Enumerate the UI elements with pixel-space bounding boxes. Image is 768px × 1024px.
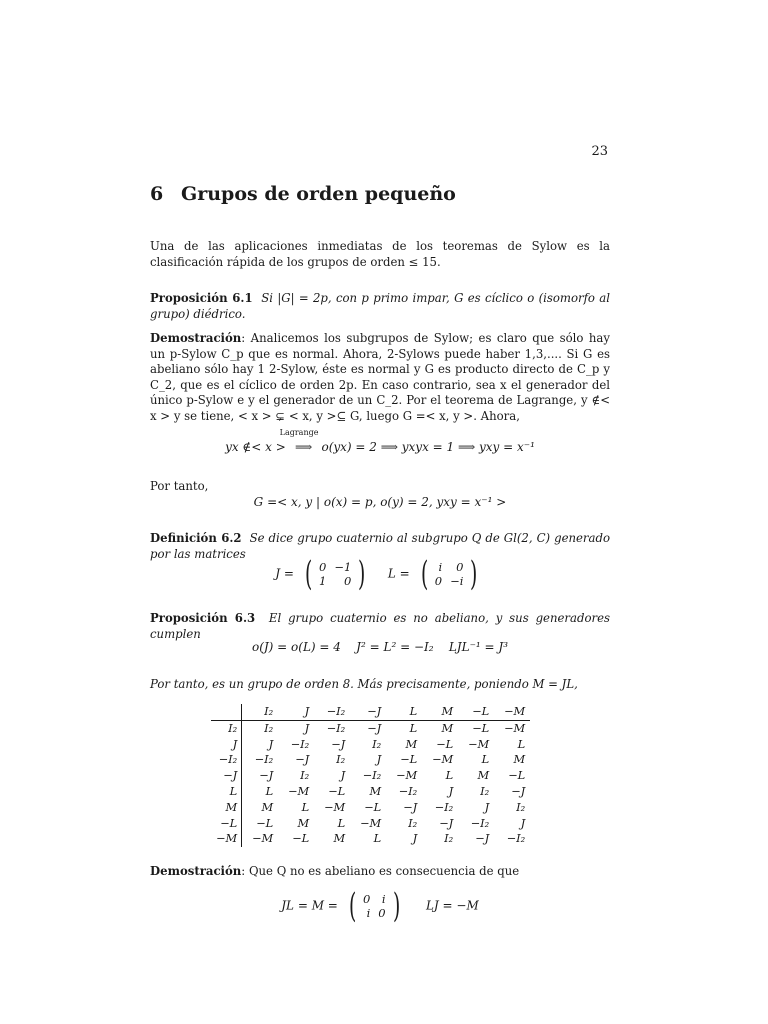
cayley-cell: −M [360, 815, 382, 830]
cayley-row-label: −M [211, 831, 242, 847]
cayley-cell: −M [288, 783, 310, 798]
cayley-cell: −L [364, 799, 382, 814]
cayley-cell: −M [468, 736, 490, 751]
cayley-cell: J [412, 831, 418, 846]
cayley-cell: −M [252, 831, 274, 846]
quaternion-relations: o(J) = o(L) = 4 J² = L² = −I₂ LJL⁻¹ = J³ [251, 640, 509, 654]
proof-label: Demostración [150, 864, 242, 878]
cayley-cell: −L [400, 752, 418, 767]
proposition-label: Proposición 6.3 [150, 611, 256, 625]
cayley-cell: L [481, 752, 490, 767]
cayley-row [211, 831, 530, 847]
implies-arrow: Lagrange ⟹ [279, 428, 319, 454]
cayley-cell: M [297, 815, 310, 830]
cayley-cell: L [373, 831, 382, 846]
cayley-cell: −M [504, 720, 526, 735]
cayley-cell: J [448, 783, 454, 798]
equation-lagrange [150, 428, 610, 454]
cayley-row-label: L [211, 784, 242, 800]
cayley-cell: −J [403, 799, 418, 814]
cayley-cell: L [517, 736, 526, 751]
proof-label: Demostración [150, 331, 242, 345]
matrix-M [150, 886, 610, 926]
cayley-cell: −L [328, 783, 346, 798]
matrices-J-L [150, 554, 610, 594]
cayley-cell: L [301, 799, 310, 814]
cayley-cell: I₂ [444, 831, 454, 846]
cayley-cell: J [484, 799, 490, 814]
cayley-cell: I₂ [336, 752, 346, 767]
section-number: 6 [150, 183, 164, 205]
J-label: J = [275, 566, 294, 581]
cayley-cell: −L [256, 815, 274, 830]
eq-right: o(yx) = 2 ⟹ yxyx = 1 ⟹ yxy = x⁻¹ [321, 440, 535, 454]
cayley-row [211, 800, 530, 816]
cayley-cell: M [477, 768, 490, 783]
cayley-cell: −L [292, 831, 310, 846]
cayley-cell: −L [508, 768, 526, 783]
cayley-cell: −I₂ [362, 768, 382, 783]
por-tanto: Por tanto, [150, 479, 209, 493]
LJ-equation: LJ = −M [425, 898, 479, 913]
intro-paragraph: Una de las aplicaciones inmediatas de los teoremas de Sylow es la clasificación rápida de los grupos de orden ≤ 15. [150, 239, 610, 269]
definition-label: Definición 6.2 [150, 531, 242, 545]
cayley-row-label: −I₂ [211, 752, 242, 768]
cayley-cell: I₂ [264, 720, 274, 735]
cayley-row-label: −J [211, 768, 242, 784]
cayley-cell: −L [472, 720, 490, 735]
cayley-cell: M [405, 736, 418, 751]
cayley-cell: M [333, 831, 346, 846]
proposition-text: Si |G| = 2p, con p primo impar, G es cíclico o (isomorfo al grupo) diédrico. [150, 291, 611, 321]
cayley-cell: −J [331, 736, 346, 751]
cayley-cell: −I₂ [470, 815, 490, 830]
cayley-cell: J [520, 815, 526, 830]
matrix-L: ( i 0 0 −i ) [420, 554, 478, 594]
JL-label: JL = M = [281, 898, 338, 913]
cayley-cell: −J [511, 783, 526, 798]
cayley-cell: −I₂ [254, 752, 274, 767]
matrix-M-value: ( 0 i i 0 ) [348, 886, 400, 926]
cayley-row [211, 784, 530, 800]
cayley-cell: −J [475, 831, 490, 846]
cayley-row [211, 768, 530, 784]
cayley-cell: J [304, 720, 310, 735]
cayley-cell: −J [367, 720, 382, 735]
cayley-cell: L [445, 768, 454, 783]
proposition-label: Proposición 6.1 [150, 291, 253, 305]
cayley-cell: L [337, 815, 346, 830]
cayley-row [211, 752, 530, 768]
cayley-cell: M [441, 720, 454, 735]
cayley-row [211, 816, 530, 832]
proof-6-1 [150, 331, 610, 424]
cayley-cell: J [340, 768, 346, 783]
proof-text: : Analicemos los subgrupos de Sylow; es claro que sólo hay un p-Sylow C_p que es normal. Ahora, 2-Sylows puede haber 1,3,.... Si G es abeliano sólo hay 1 2-Sylow, éste es normal y G es producto directo de C_p y C_2, que es el cíclico de orden 2p. En caso contrario, sea x el generador del único p-Sylow e y el generador de un C_2. Por el teorema de Lagrange, y ∉< x > y se tiene, < x > ⊊ < x, y >⊆ G, luego G =< x, y >. Ahora, [150, 331, 610, 423]
proposition-6-1 [150, 291, 610, 322]
cayley-cell: I₂ [300, 768, 310, 783]
cayley-table [211, 704, 530, 847]
cayley-cell: J [376, 752, 382, 767]
cayley-cell: −I₂ [434, 799, 454, 814]
cayley-cell: I₂ [516, 799, 526, 814]
cayley-cell: −J [259, 768, 274, 783]
group-presentation: G =< x, y | o(x) = p, o(y) = 2, yxy = x⁻¹ > [253, 495, 507, 509]
proposition-6-3 [150, 611, 610, 642]
cayley-cell: −I₂ [290, 736, 310, 751]
proof-text: : Que Q no es abeliano es consecuencia de que [241, 864, 520, 878]
eq-left: yx ∉< x > [225, 440, 286, 454]
section-heading [150, 183, 456, 205]
cayley-row-label: −L [211, 816, 242, 832]
cayley-cell: I₂ [480, 783, 490, 798]
cayley-cell: L [265, 783, 274, 798]
arrow-label: Lagrange [279, 428, 319, 437]
cayley-cell: M [261, 799, 274, 814]
cayley-cell: −J [439, 815, 454, 830]
proposition-6-3-cont: Por tanto, es un grupo de orden 8. Más precisamente, poniendo M = JL, [150, 677, 578, 691]
proposition-text: El grupo cuaternio es no abeliano, y sus generadores cumplen [150, 611, 610, 641]
cayley-cell: M [513, 752, 526, 767]
matrix-J: ( 0 −1 1 0 ) [304, 554, 366, 594]
cayley-cell: −M [324, 799, 346, 814]
cayley-header-row: I₂ J −I₂ −J L M −L −M [211, 704, 530, 720]
cayley-row [211, 737, 530, 753]
cayley-row-label: M [211, 800, 242, 816]
cayley-row [211, 720, 530, 736]
page-number: 23 [591, 144, 608, 159]
cayley-cell: M [369, 783, 382, 798]
cayley-cell: I₂ [372, 736, 382, 751]
cayley-cell: −J [295, 752, 310, 767]
definition-6-2 [150, 531, 610, 562]
cayley-cell: J [268, 736, 274, 751]
cayley-cell: −I₂ [506, 831, 526, 846]
cayley-cell: L [409, 720, 418, 735]
L-label: L = [387, 566, 410, 581]
section-title: Grupos de orden pequeño [181, 183, 456, 205]
cayley-row-label: J [211, 737, 242, 753]
cayley-cell: −M [396, 768, 418, 783]
cayley-cell: −I₂ [326, 720, 346, 735]
cayley-cell: −L [436, 736, 454, 751]
proof-6-3 [150, 864, 610, 880]
cayley-row-label: I₂ [211, 720, 242, 736]
cayley-cell: −I₂ [398, 783, 418, 798]
definition-text: Se dice grupo cuaternio al subgrupo Q de Gl(2, C) generado por las matrices [150, 531, 610, 561]
cayley-cell: I₂ [408, 815, 418, 830]
cayley-cell: −M [432, 752, 454, 767]
